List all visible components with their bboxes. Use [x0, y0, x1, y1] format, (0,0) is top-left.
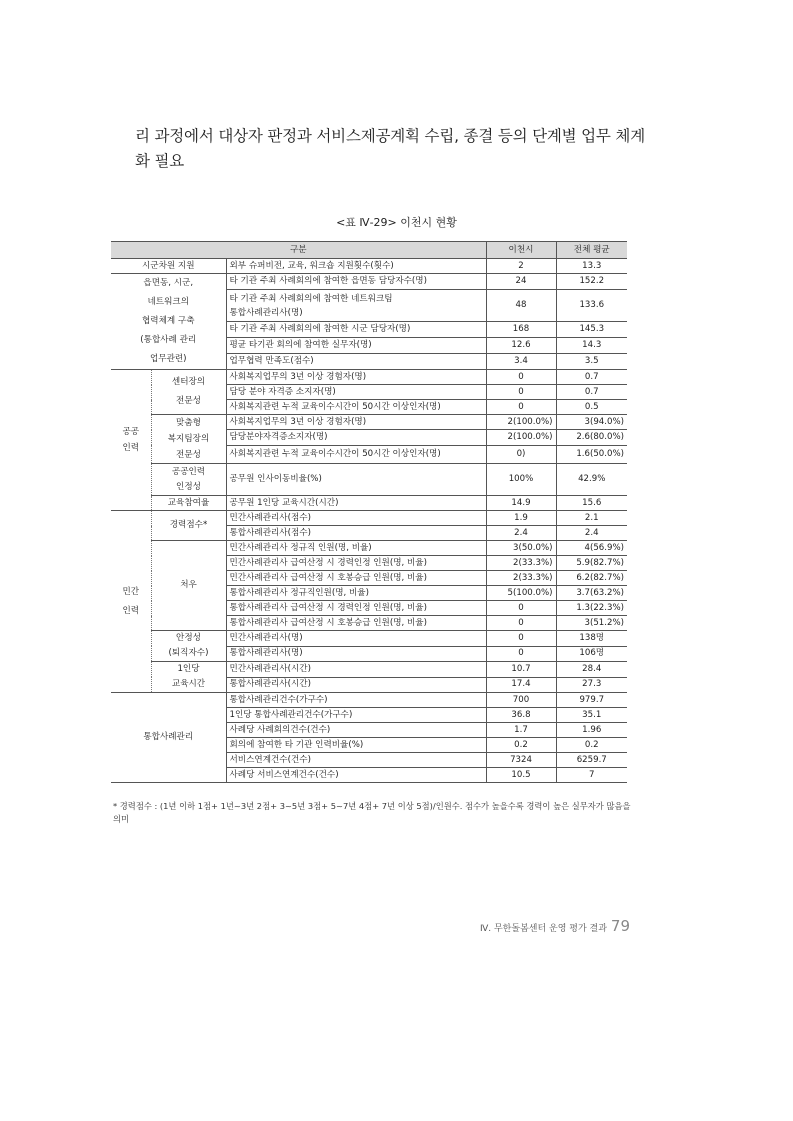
icheon-value: 2(33.3%) — [486, 556, 556, 571]
subgroup-label: 1인당 교육시간 — [151, 662, 226, 693]
group-label: 통합사례관리 — [111, 693, 226, 783]
table-header-row — [111, 242, 627, 259]
page-number: 79 — [610, 917, 630, 935]
icheon-value: 0 — [486, 631, 556, 647]
indicator-label: 통합사례관리사 급여산정 시 경력인정 인원(명, 비율) — [226, 601, 486, 616]
icheon-value: 48 — [486, 290, 556, 322]
average-value: 4(56.9%) — [556, 541, 627, 556]
indicator-label: 담당분야자격증소지자(명) — [226, 430, 486, 445]
icheon-value: 3(50.0%) — [486, 541, 556, 556]
table-row — [111, 370, 627, 385]
average-value: 2.4 — [556, 526, 627, 541]
group-label: 공공 인력 — [111, 370, 151, 511]
group-label: 시군차원 지원 — [111, 259, 226, 274]
average-value: 0.7 — [556, 385, 627, 400]
average-value: 13.3 — [556, 259, 627, 274]
indicator-label: 사회복지관련 누적 교육이수시간이 50시간 이상인자(명) — [226, 400, 486, 415]
average-value: 0.2 — [556, 738, 627, 753]
indicator-label: 외부 슈퍼비전, 교육, 워크숍 지원횟수(횟수) — [226, 259, 486, 274]
indicator-label: 평균 타기관 회의에 참여한 실무자(명) — [226, 338, 486, 354]
indicator-label: 타 기관 주최 사례회의에 참여한 네트워크팀 통합사례관리사(명) — [226, 290, 486, 322]
indicator-label: 회의에 참여한 타 기관 인력비율(%) — [226, 738, 486, 753]
icheon-value: 100% — [486, 464, 556, 496]
indicator-label: 담당 분야 자격증 소지자(명) — [226, 385, 486, 400]
average-value: 133.6 — [556, 290, 627, 322]
indicator-label: 민간사례관리사(시간) — [226, 662, 486, 678]
icheon-value: 12.6 — [486, 338, 556, 354]
table-footnote: * 경력점수 : (1년 이하 1점+ 1년~3년 2점+ 3~5년 3점+ 5~7년 4점+ 7년 이상 5점)/인원수. 점수가 높을수록 경력이 높은 실무자가 많음을 의미 — [113, 801, 631, 824]
icheon-value: 2(100.0%) — [486, 430, 556, 445]
indicator-label: 민간사례관리사(점수) — [226, 511, 486, 526]
average-value: 14.3 — [556, 338, 627, 354]
average-value: 28.4 — [556, 662, 627, 678]
icheon-value: 24 — [486, 274, 556, 290]
icheon-value: 168 — [486, 322, 556, 338]
indicator-label: 공무원 인사이동비율(%) — [226, 464, 486, 496]
indicator-label: 업무협력 만족도(점수) — [226, 354, 486, 370]
icheon-value: 2(100.0%) — [486, 415, 556, 430]
average-value: 0.7 — [556, 370, 627, 385]
subgroup-label: 처우 — [151, 541, 226, 631]
icheon-value: 2 — [486, 259, 556, 274]
icheon-value: 5(100.0%) — [486, 586, 556, 601]
average-value: 106명 — [556, 646, 627, 662]
average-value: 0.5 — [556, 400, 627, 415]
subgroup-label: 안정성 (퇴직자수) — [151, 631, 226, 662]
indicator-label: 통합사례관리사(점수) — [226, 526, 486, 541]
icheon-value: 0) — [486, 445, 556, 463]
group-label: 읍면동, 시군, 네트워크의 협력체계 구축 (통합사례 관리 업무관련) — [111, 274, 226, 370]
indicator-label: 민간사례관리사(명) — [226, 631, 486, 647]
icheon-value: 10.5 — [486, 768, 556, 783]
indicator-label: 사례당 사례회의건수(건수) — [226, 723, 486, 738]
table-caption: <표 Ⅳ-29> 이천시 현황 — [336, 216, 457, 229]
icheon-value: 10.7 — [486, 662, 556, 678]
subgroup-label: 맞춤형 복지팀장의 전문성 — [151, 415, 226, 464]
subgroup-label: 교육참여율 — [151, 496, 226, 511]
indicator-label: 통합사례관리건수(가구수) — [226, 693, 486, 708]
icheon-value: 7324 — [486, 753, 556, 768]
icheon-value: 0 — [486, 646, 556, 662]
page-footer — [0, 917, 630, 935]
average-value: 3(51.2%) — [556, 616, 627, 631]
icheon-value: 17.4 — [486, 677, 556, 693]
table-row — [111, 259, 627, 274]
icheon-status-table — [111, 241, 627, 783]
table-row — [111, 631, 627, 647]
average-value: 7 — [556, 768, 627, 783]
indicator-label: 공무원 1인당 교육시간(시간) — [226, 496, 486, 511]
icheon-value: 1.9 — [486, 511, 556, 526]
indicator-label: 사회복지업무의 3년 이상 경험자(명) — [226, 370, 486, 385]
table-row — [111, 541, 627, 556]
average-value: 1.6(50.0%) — [556, 445, 627, 463]
table-row — [111, 662, 627, 678]
average-value: 145.3 — [556, 322, 627, 338]
average-value: 42.9% — [556, 464, 627, 496]
icheon-value: 0 — [486, 601, 556, 616]
indicator-label: 통합사례관리사 급여산정 시 호봉승급 인원(명, 비율) — [226, 616, 486, 631]
indicator-label: 사례당 서비스연계건수(건수) — [226, 768, 486, 783]
indicator-label: 타 기관 주최 사례회의에 참여한 읍면동 담당자수(명) — [226, 274, 486, 290]
average-value: 15.6 — [556, 496, 627, 511]
average-value: 5.9(82.7%) — [556, 556, 627, 571]
indicator-label: 통합사례관리사(시간) — [226, 677, 486, 693]
indicator-label: 타 기관 주최 사례회의에 참여한 시군 담당자(명) — [226, 322, 486, 338]
indicator-label: 통합사례관리사 정규직인원(명, 비율) — [226, 586, 486, 601]
icheon-value: 2(33.3%) — [486, 571, 556, 586]
icheon-value: 0 — [486, 616, 556, 631]
average-value: 35.1 — [556, 708, 627, 723]
icheon-value: 14.9 — [486, 496, 556, 511]
header-overall-average: 전체 평균 — [556, 242, 627, 259]
footer-section-title: Ⅳ. 무한돌봄센터 운영 평가 결과 — [479, 924, 607, 934]
average-value: 3(94.0%) — [556, 415, 627, 430]
indicator-label: 민간사례관리사 급여산정 시 경력인정 인원(명, 비율) — [226, 556, 486, 571]
average-value: 2.1 — [556, 511, 627, 526]
average-value: 979.7 — [556, 693, 627, 708]
subgroup-label: 센터장의 전문성 — [151, 370, 226, 415]
icheon-value: 0 — [486, 385, 556, 400]
icheon-value: 0 — [486, 400, 556, 415]
icheon-value: 0.2 — [486, 738, 556, 753]
average-value: 2.6(80.0%) — [556, 430, 627, 445]
average-value: 1.3(22.3%) — [556, 601, 627, 616]
average-value: 6.2(82.7%) — [556, 571, 627, 586]
header-icheon: 이천시 — [486, 242, 556, 259]
group-label: 민간 인력 — [111, 511, 151, 693]
icheon-value: 700 — [486, 693, 556, 708]
icheon-value: 36.8 — [486, 708, 556, 723]
intro-paragraph: 리 과정에서 대상자 판정과 서비스제공계획 수립, 종결 등의 단계별 업무 체계화 필요 — [135, 127, 645, 170]
average-value: 3.7(63.2%) — [556, 586, 627, 601]
icheon-value: 1.7 — [486, 723, 556, 738]
subgroup-label: 공공인력 인정성 — [151, 464, 226, 496]
indicator-label: 통합사례관리사(명) — [226, 646, 486, 662]
table-row — [111, 415, 627, 430]
average-value: 138명 — [556, 631, 627, 647]
average-value: 152.2 — [556, 274, 627, 290]
icheon-value: 2.4 — [486, 526, 556, 541]
average-value: 6259.7 — [556, 753, 627, 768]
average-value: 27.3 — [556, 677, 627, 693]
average-value: 3.5 — [556, 354, 627, 370]
indicator-label: 1인당 통합사례관리건수(가구수) — [226, 708, 486, 723]
header-category: 구분 — [111, 242, 486, 259]
table-row — [111, 464, 627, 496]
table-row — [111, 496, 627, 511]
table-row — [111, 274, 627, 290]
table-row — [111, 693, 627, 708]
average-value: 1.96 — [556, 723, 627, 738]
indicator-label: 서비스연계건수(건수) — [226, 753, 486, 768]
icheon-value: 3.4 — [486, 354, 556, 370]
indicator-label: 사회복지관련 누적 교육이수시간이 50시간 이상인자(명) — [226, 445, 486, 463]
icheon-value: 0 — [486, 370, 556, 385]
subgroup-label: 경력점수* — [151, 511, 226, 541]
indicator-label: 사회복지업무의 3년 이상 경험자(명) — [226, 415, 486, 430]
indicator-label: 민간사례관리사 급여산정 시 호봉승급 인원(명, 비율) — [226, 571, 486, 586]
indicator-label: 민간사례관리사 정규직 인원(명, 비율) — [226, 541, 486, 556]
table-row — [111, 511, 627, 526]
